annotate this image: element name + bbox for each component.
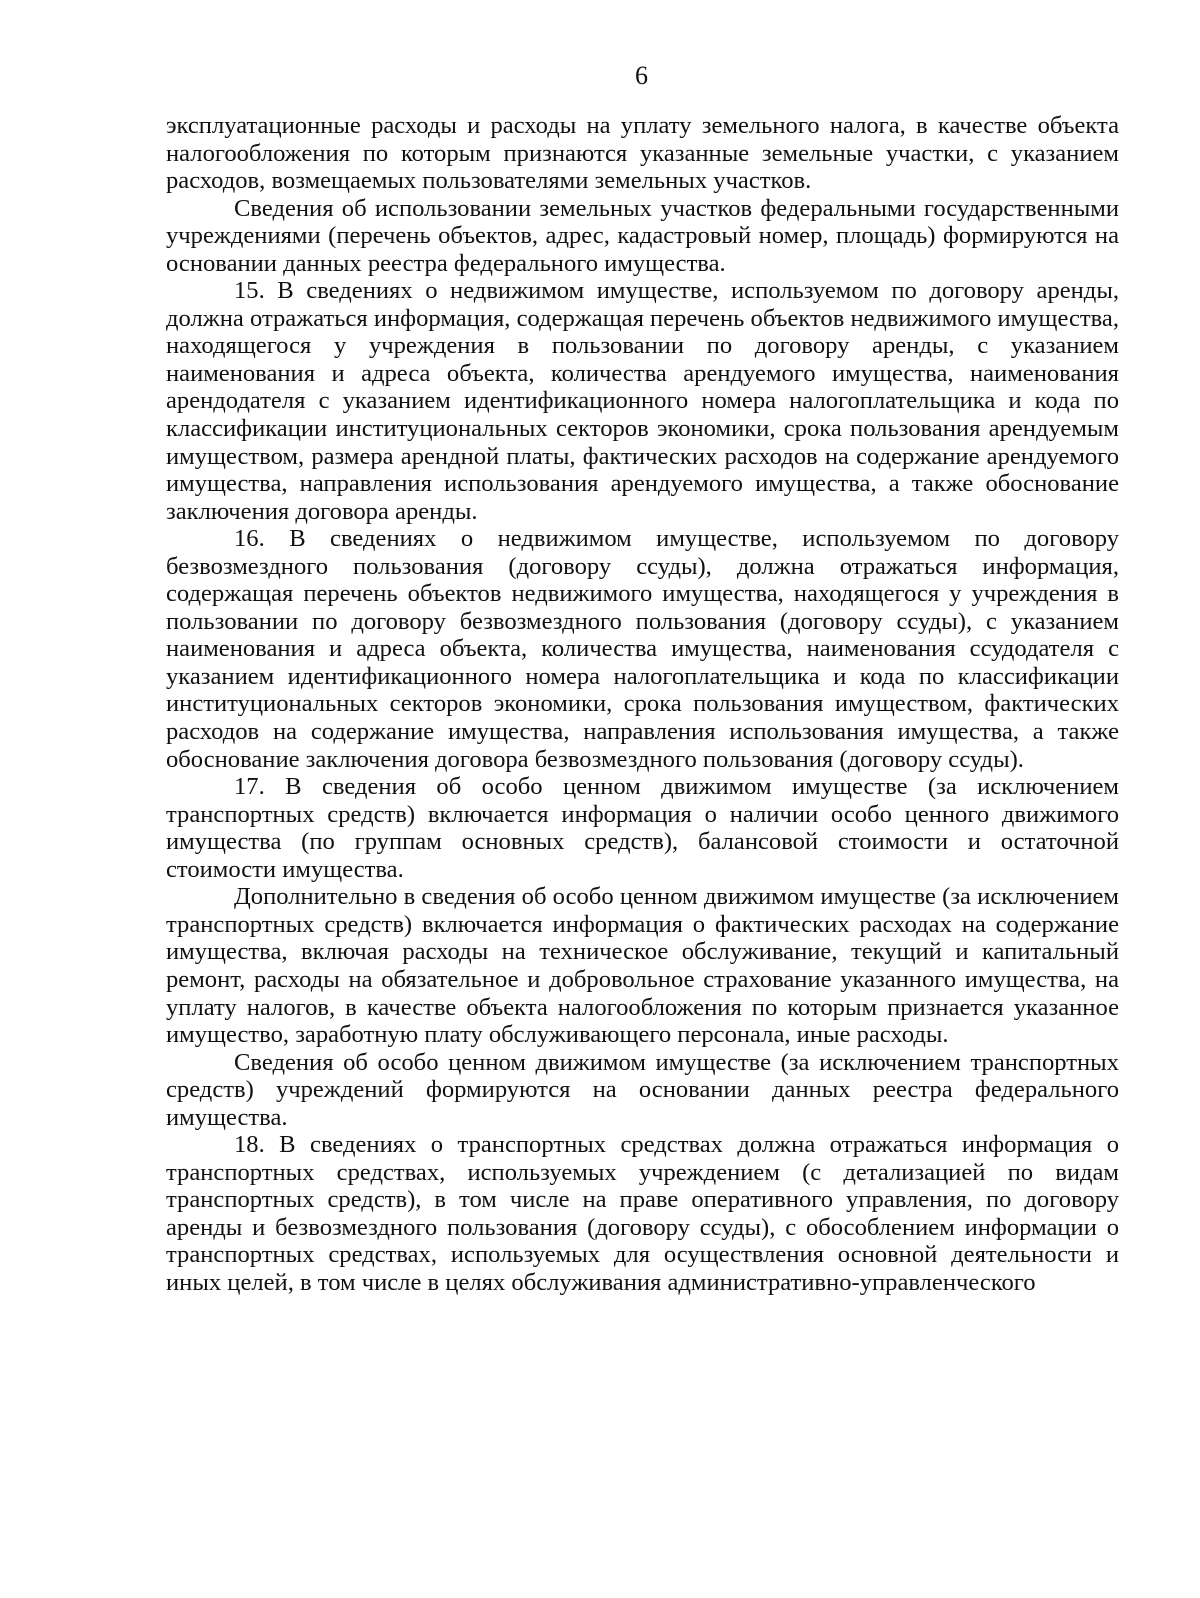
- paragraph-item-17-registry: Сведения об особо ценном движимом имуществе (за исключением транспортных средств) учреждений формируются на основании данных реестра федерального имущества.: [166, 1048, 1119, 1131]
- paragraph-item-17-additional: Дополнительно в сведения об особо ценном движимом имуществе (за исключением транспортных средств) включается информация о фактических расходах на содержание имущества, включая расходы на техническое обслуживание, текущий и капитальный ремонт, расходы на обязательное и добровольное страхование указанного имущества, на уплату налогов, в качестве объекта налогообложения по которым признается указанное имущество, заработную плату обслуживающего персонала, иные расходы.: [166, 883, 1119, 1049]
- paragraph-land-use-info: Сведения об использовании земельных участков федеральными государственными учреждениями (перечень объектов, адрес, кадастровый номер, площадь) формируются на основании данных реестра федерального имущества.: [166, 194, 1119, 277]
- paragraph-item-17: 17. В сведения об особо ценном движимом имуществе (за исключением транспортных средств) включается информация о наличии особо ценного движимого имущества (по группам основных средств), балансовой стоимости и остаточной стоимости имущества.: [166, 773, 1119, 883]
- paragraph-item-16: 16. В сведениях о недвижимом имуществе, используемом по договору безвозмездного пользования (договору ссуды), должна отражаться информация, содержащая перечень объектов недвижимого имущества, находящегося у учреждения в пользовании по договору безвозмездного пользования (договору ссуды), с указанием наименования и адреса объекта, количества имущества, наименования ссудодателя с указанием идентификационного номера налогоплательщика и кода по классификации институциональных секторов экономики, срока пользования имуществом, фактических расходов на содержание имущества, направления использования имущества, а также обоснование заключения договора безвозмездного пользования (договору ссуды).: [166, 525, 1119, 773]
- paragraph-item-18: 18. В сведениях о транспортных средствах должна отражаться информация о транспортных средствах, используемых учреждением (с детализацией по видам транспортных средств), в том числе на праве оперативного управления, по договору аренды и безвозмездного пользования (договору ссуды), с обособлением информации о транспортных средствах, используемых для осуществления основной деятельности и иных целей, в том числе в целях обслуживания административно-управленческого: [166, 1131, 1119, 1296]
- paragraph-item-15: 15. В сведениях о недвижимом имуществе, используемом по договору аренды, должна отражаться информация, содержащая перечень объектов недвижимого имущества, находящегося у учреждения в пользовании по договору аренды, с указанием наименования и адреса объекта, количества арендуемого имущества, наименования арендодателя с указанием идентификационного номера налогоплательщика и кода по классификации институциональных секторов экономики, срока пользования арендуемым имуществом, размера арендной платы, фактических расходов на содержание арендуемого имущества, направления использования арендуемого имущества, а также обоснование заключения договора аренды.: [166, 277, 1119, 525]
- document-text-body: [166, 112, 1119, 1297]
- page-number: 6: [635, 61, 648, 90]
- paragraph-land-expenses: эксплуатационные расходы и расходы на уплату земельного налога, в качестве объекта налогообложения по которым признаются указанные земельные участки, с указанием расходов, возмещаемых пользователями земельных участков.: [166, 112, 1119, 195]
